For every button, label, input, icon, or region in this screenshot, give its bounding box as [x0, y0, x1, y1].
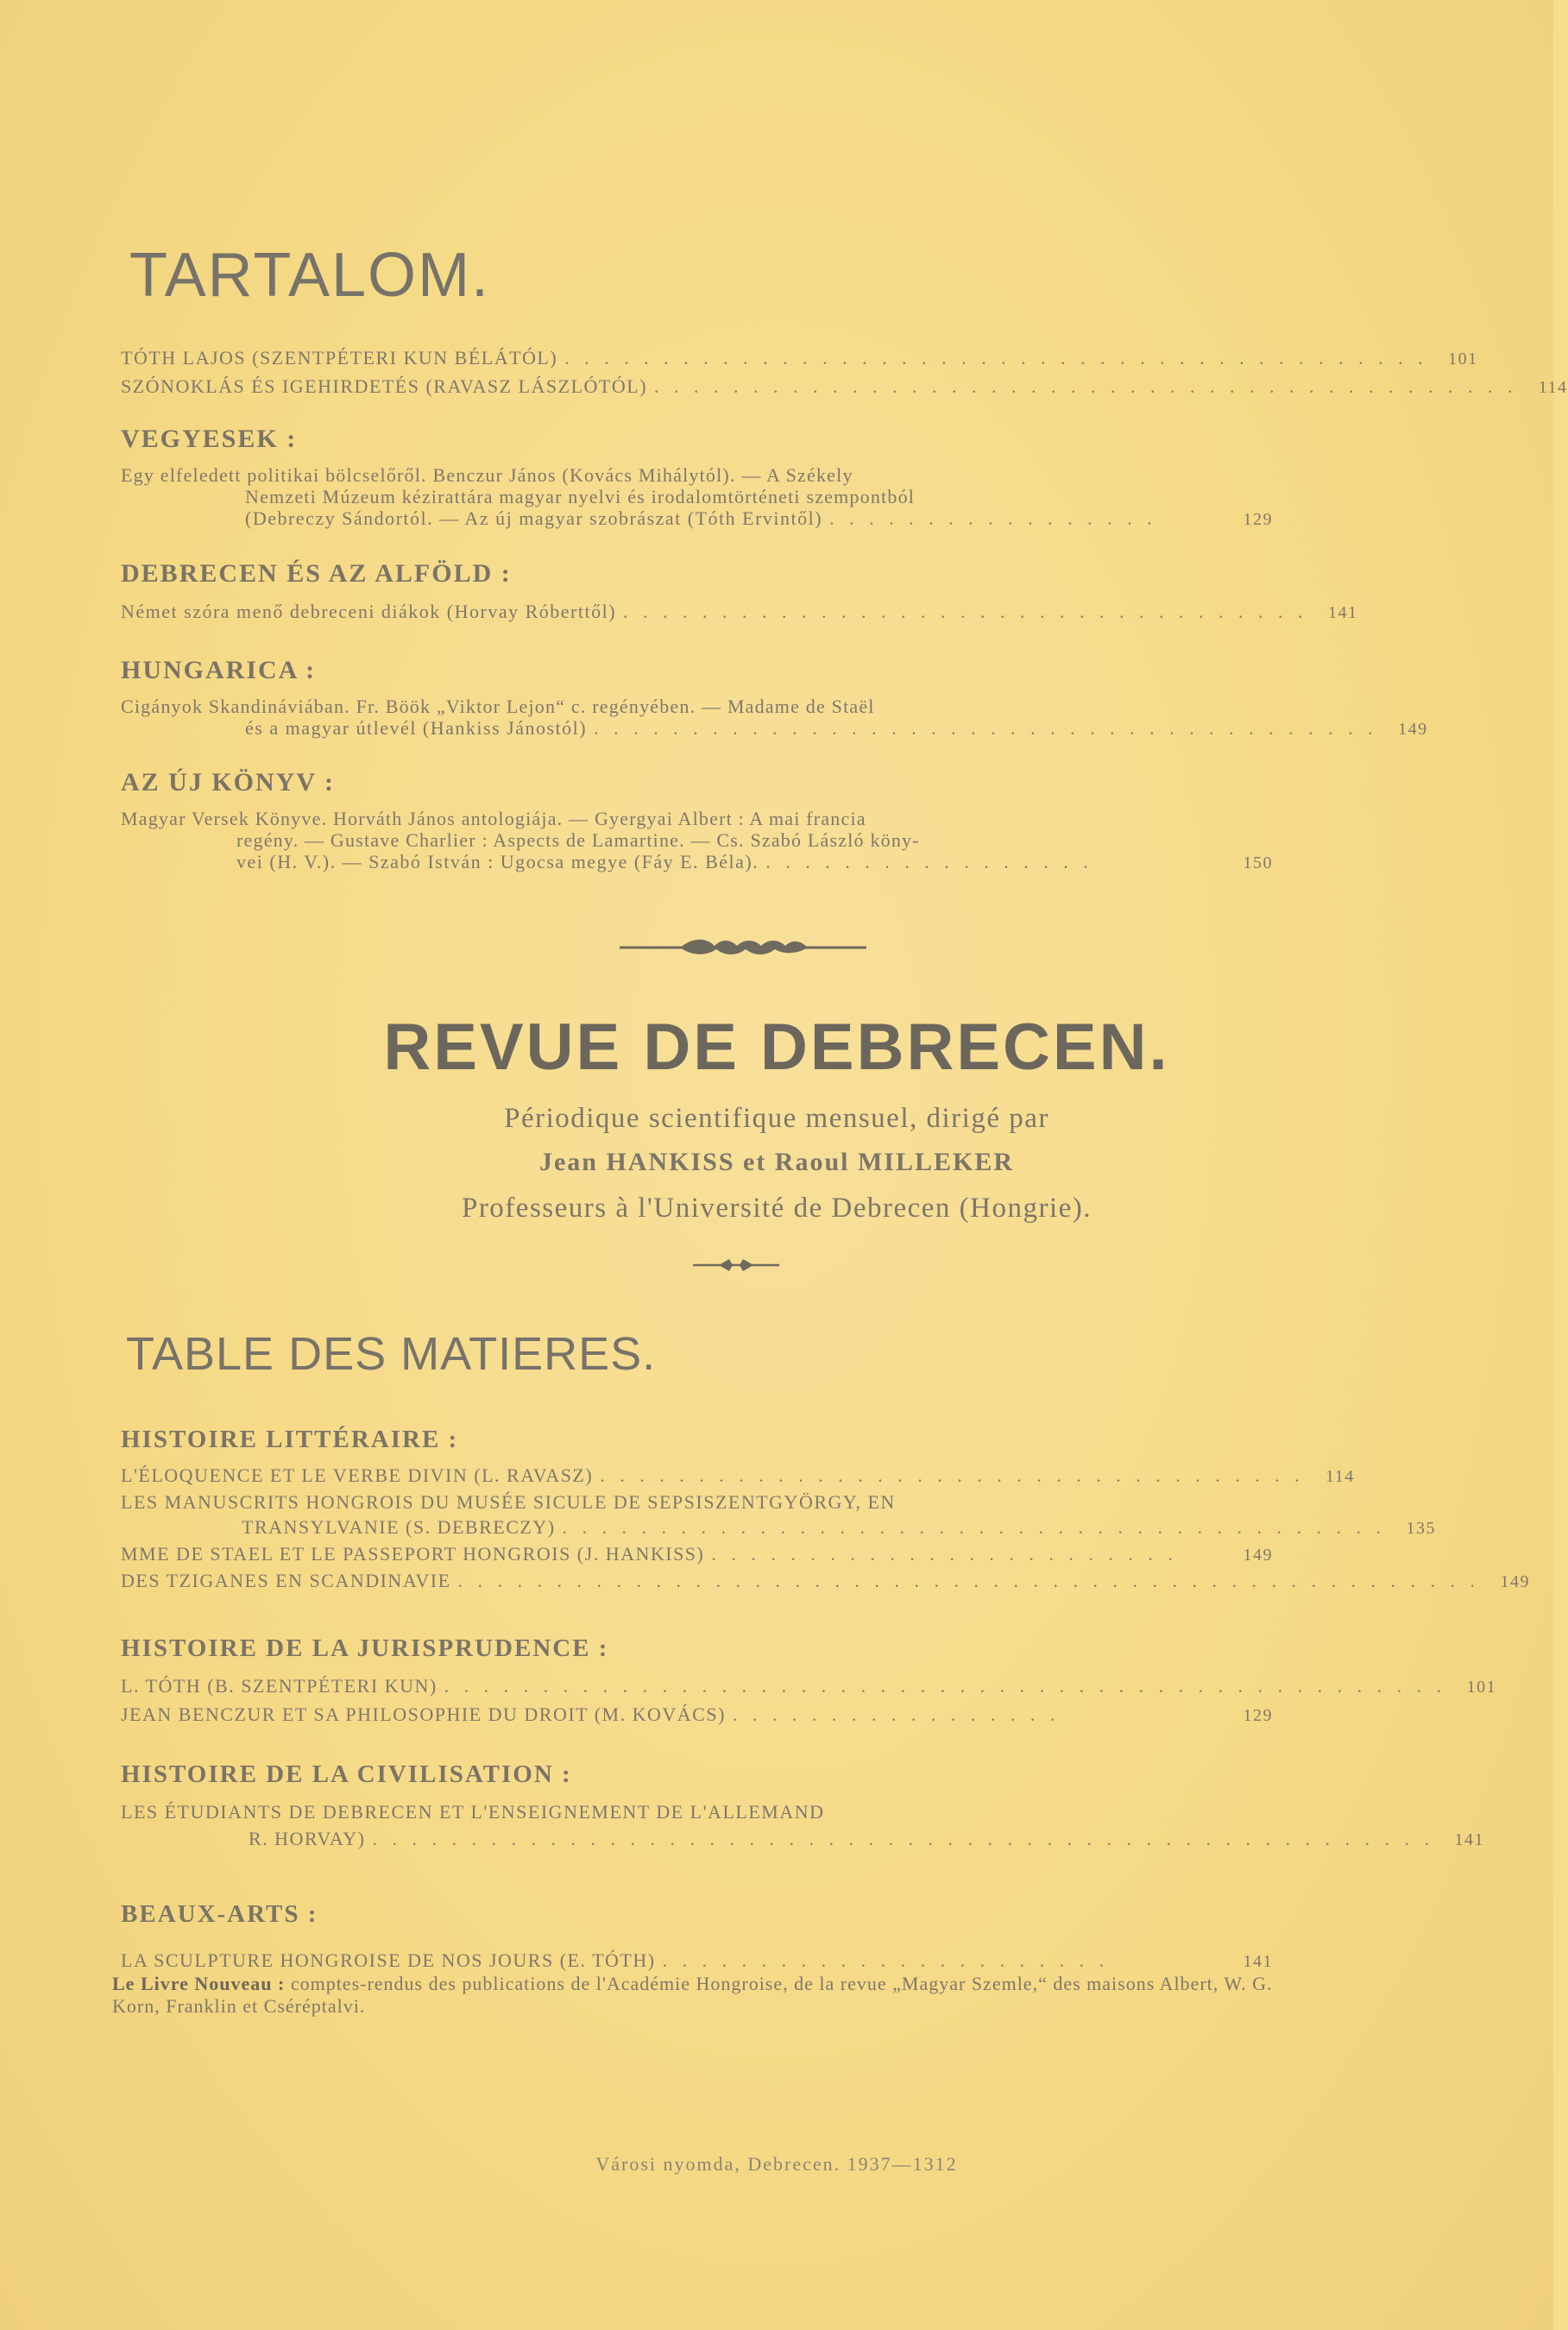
para-line: és a magyar útlevél (Hankiss Jánostól): [245, 717, 588, 739]
toc-entry: [121, 1949, 1273, 1973]
toc-entry-text: Német szóra menő debreceni diákok (Horvay Róberttől): [121, 601, 617, 622]
footer-note-label: Le Livre Nouveau :: [112, 1973, 286, 1994]
toc-entry-text: LA SCULPTURE HONGROISE DE NOS JOURS (E. TÓTH): [121, 1949, 656, 1971]
section-debrecen: [121, 559, 1358, 624]
section-histoire-civilisation: [121, 1760, 1484, 1851]
toc-entry-text: LES ÉTUDIANTS DE DEBRECEN ET L'ENSEIGNEMENT DE L'ALLEMAND: [121, 1801, 825, 1823]
toc-page-number: 149: [1398, 720, 1428, 739]
revue-editors: Jean HANKISS et Raoul MILLEKER: [538, 1148, 1015, 1176]
revue-title: REVUE DE DEBRECEN.: [383, 1011, 1170, 1084]
revue-affiliation: Professeurs à l'Université de Debrecen (Hongrie).: [461, 1193, 1093, 1224]
leader-dots: . . . . . . . . . . . . . . . . . . . . . . .: [662, 1949, 1110, 1971]
section-heading: DEBRECEN ÉS AZ ALFÖLD :: [121, 559, 512, 588]
section-heading: AZ ÚJ KÖNYV :: [121, 768, 335, 797]
leader-dots: . . . . . . . . . . . . . . . . .: [829, 507, 1157, 529]
toc-page-number: 141: [1454, 1830, 1484, 1849]
toc-page-number: 149: [1243, 1546, 1273, 1565]
toc-entry-text: LES MANUSCRITS HONGROIS DU MUSÉE SICULE DE SEPSISZENTGYÖRGY, EN: [121, 1491, 896, 1513]
leader-dots: . . . . . . . . . . . . . . . . . . . . . . . . . . . . . . . . . . . . . . . . . . . . . . . . . . . . . .: [372, 1828, 1434, 1849]
toc-entry: [121, 1543, 1273, 1566]
section-paragraph: [121, 808, 1273, 874]
entries: [121, 1675, 1497, 1727]
toc-entry-cont: R. HORVAY): [249, 1828, 366, 1849]
para-line: vei (H. V.). — Szabó István : Ugocsa megye (Fáy E. Béla).: [236, 851, 759, 872]
toc-page-number: 129: [1243, 510, 1273, 529]
toc-entry: [121, 601, 1358, 624]
toc-page-number: 114: [1538, 378, 1568, 397]
section-heading: HISTOIRE LITTÉRAIRE :: [121, 1426, 459, 1453]
para-line: (Debreczy Sándortól. — Az új magyar szobrászat (Tóth Ervintől): [245, 507, 823, 529]
section-heading: BEAUX-ARTS :: [121, 1900, 318, 1928]
toc-page-number: 150: [1243, 853, 1273, 872]
toc-page-number: 149: [1500, 1572, 1531, 1591]
toc-entry: [121, 1703, 1273, 1727]
para-line: Cigányok Skandináviában. Fr. Böök „Viktor Lejon“ c. regényében. — Madame de Staël: [121, 696, 875, 717]
toc-entry-text: L'ÉLOQUENCE ET LE VERBE DIVIN (L. RAVASZ): [121, 1464, 594, 1486]
section-uj-konyv: [121, 768, 1273, 874]
section-heading: VEGYESEK :: [121, 425, 298, 453]
toc-entry: [121, 1516, 1437, 1540]
entries: [121, 1801, 1484, 1851]
section-hungarica: [121, 656, 1428, 740]
para-last-line: [121, 851, 1273, 874]
para-line: Nemzeti Múzeum kézirattára magyar nyelvi és irodalomtörténeti szempontból: [245, 486, 916, 507]
toc-page-number: 129: [1243, 1706, 1273, 1725]
toc-entry-text: TÓTH LAJOS (SZENTPÉTERI KUN BÉLÁTÓL): [121, 347, 558, 368]
leader-dots: . . . . . . . . . . . . . . . . . . . . . . . . . . . . . . . . . . . . . . . . . . . . . . . . . . .: [444, 1675, 1447, 1697]
revue-subtitle: Périodique scientifique mensuel, dirigé par: [504, 1103, 1049, 1134]
section-heading: HISTOIRE DE LA CIVILISATION :: [121, 1760, 572, 1788]
section-histoire-jurisprudence: [121, 1634, 1497, 1727]
leader-dots: . . . . . . . . . . . . . . . . . . . . . . . .: [711, 1543, 1178, 1565]
entries: [121, 1464, 1531, 1593]
page-title-tartalom: TARTALOM.: [129, 241, 491, 310]
toc-entry: [121, 375, 1568, 399]
leader-dots: . . . . . . . . . . . . . . . . .: [765, 851, 1093, 872]
leader-dots: . . . . . . . . . . . . . . . . . . . . . . . . . . . . . . . . . . . . . . . . . .: [562, 1516, 1387, 1538]
ornament-small: [693, 1256, 779, 1274]
toc-entry-text: DES TZIGANES EN SCANDINAVIE: [121, 1570, 451, 1591]
toc-page-number: 135: [1406, 1519, 1437, 1538]
para-line: regény. — Gustave Charlier : Aspects de Lamartine. — Cs. Szabó László köny-: [236, 829, 920, 851]
printer-imprint: Városi nyomda, Debrecen. 1937—1312: [595, 2153, 958, 2175]
ornament-divider: [620, 935, 866, 960]
toc-entry-text: SZÓNOKLÁS ÉS IGEHIRDETÉS (RAVASZ LÁSZLÓTÓL): [121, 375, 648, 397]
section-histoire-litteraire: [121, 1426, 1531, 1593]
section-beaux-arts: [121, 1900, 1273, 1973]
para-line: Magyar Versek Könyve. Horváth János antologiája. — Gyergyai Albert : A mai francia: [121, 808, 866, 829]
toc-entry: [121, 1570, 1531, 1593]
leader-dots: . . . . . . . . . . . . . . . . . . . . . . . . . . . . . . . . . . . . . . . . . . . . . . . . . . . .: [457, 1570, 1481, 1591]
para-line: Egy elfeledett politikai bölcselőről. Benczur János (Kovács Mihálytól). — A Székely: [121, 464, 853, 486]
toc-entry-text: L. TÓTH (B. SZENTPÉTERI KUN): [121, 1675, 438, 1697]
toc-page-number: 141: [1243, 1952, 1273, 1971]
leader-dots: . . . . . . . . . . . . . . . . . . . . . . . . . . . . . . . . . . . . . . . .: [594, 717, 1378, 739]
leader-dots: . . . . . . . . . . . . . . . . . . . . . . . . . . . . . . . . . . . .: [600, 1464, 1305, 1486]
toc-page-number: 141: [1328, 603, 1358, 622]
section-paragraph: [121, 464, 1273, 531]
section-vegyesek: [121, 425, 1273, 531]
toc-entry-cont: TRANSYLVANIE (S. DEBRECZY): [242, 1516, 556, 1538]
toc-page-number: 114: [1325, 1467, 1355, 1486]
toc-entry: [121, 1464, 1355, 1488]
footer-note-text: comptes-rendus des publications de l'Académie Hongroise, de la revue „Magyar Szemle,“ des maisons Albert, W. G. Korn, Franklin et Cséréptalvi.: [112, 1973, 1273, 2017]
toc-entry: [121, 347, 1478, 370]
para-last-line: [121, 507, 1273, 531]
toc-entry-text: JEAN BENCZUR ET SA PHILOSOPHIE DU DROIT (M. KOVÁCS): [121, 1703, 726, 1725]
page-title-table: TABLE DES MATIERES.: [126, 1328, 657, 1380]
para-last-line: [121, 717, 1428, 740]
toc-entry: [121, 1675, 1497, 1698]
leader-dots: . . . . . . . . . . . . . . . . . . . . . . . . . . . . . . . . . . . . . . . . . . . .: [564, 347, 1428, 368]
footer-note: [112, 1973, 1277, 2018]
section-paragraph: [121, 696, 1428, 740]
toc-page-number: 101: [1466, 1678, 1497, 1697]
leader-dots: . . . . . . . . . . . . . . . . .: [732, 1703, 1061, 1725]
section-heading: HISTOIRE DE LA JURISPRUDENCE :: [121, 1634, 609, 1662]
top-entries: [121, 347, 1568, 399]
section-heading: HUNGARICA :: [121, 656, 317, 684]
leader-dots: . . . . . . . . . . . . . . . . . . . . . . . . . . . . . . . . . . .: [623, 601, 1308, 622]
leader-dots: . . . . . . . . . . . . . . . . . . . . . . . . . . . . . . . . . . . . . . . . . . . .: [654, 375, 1518, 397]
toc-entry-text: MME DE STAEL ET LE PASSEPORT HONGROIS (J. HANKISS): [121, 1543, 705, 1565]
toc-page-number: 101: [1448, 350, 1478, 368]
toc-entry: [121, 1828, 1484, 1851]
